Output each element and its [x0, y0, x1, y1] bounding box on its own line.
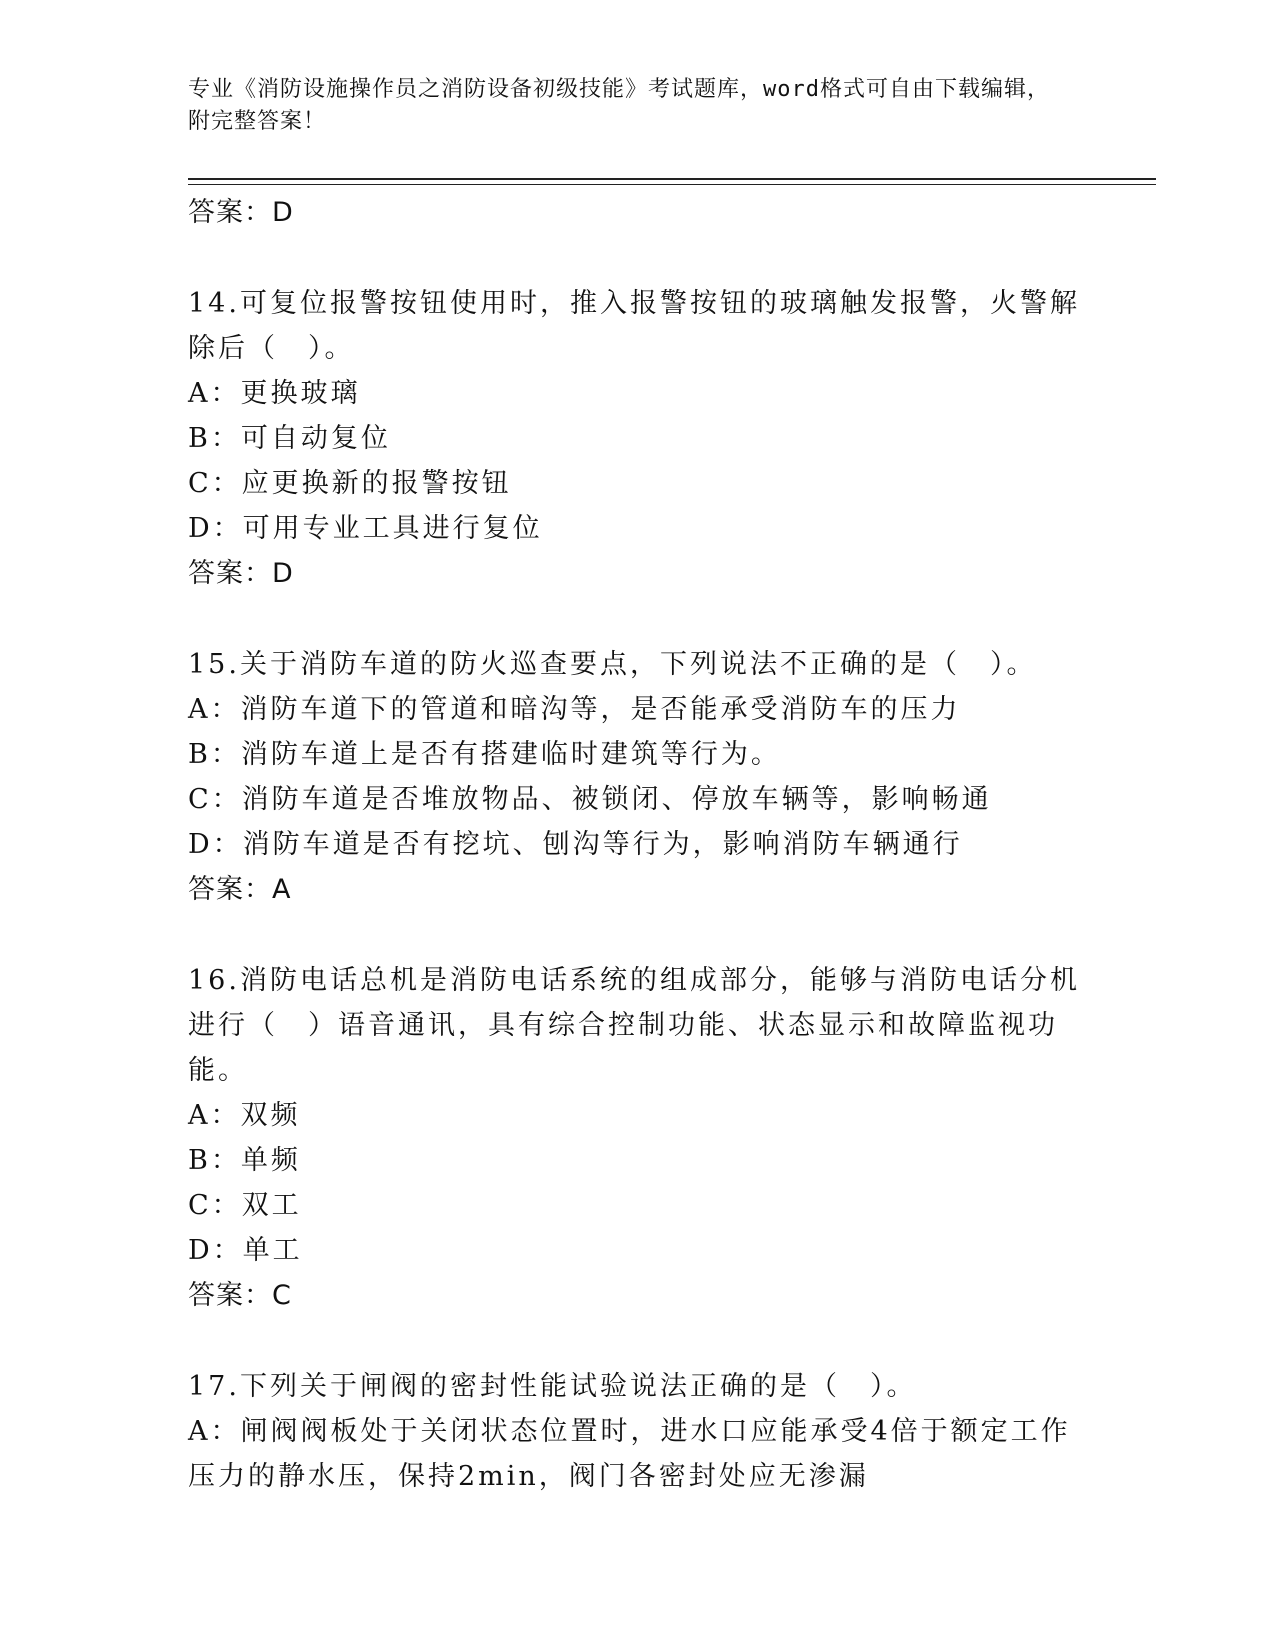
header-divider	[188, 178, 1156, 180]
document-header: 专业《消防设施操作员之消防设备初级技能》考试题库，word格式可自由下载编辑，附完整答案！	[188, 77, 1050, 134]
option-b: B：消防车道上是否有搭建临时建筑等行为。	[188, 739, 781, 770]
question-stem: 14.可复位报警按钮使用时，推入报警按钮的玻璃触发报警，火警解除后（ ）。	[188, 288, 1080, 364]
question-item	[188, 281, 1088, 596]
question-stem: 17.下列关于闸阀的密封性能试验说法正确的是（ ）。	[188, 1371, 917, 1402]
option-c: C：消防车道是否堆放物品、被锁闭、停放车辆等，影响畅通	[188, 784, 992, 815]
answer-line: 答案：C	[188, 1280, 292, 1311]
answer-line: 答案：D	[188, 197, 294, 228]
option-c: C：双工	[188, 1190, 302, 1221]
question-item	[188, 1364, 1088, 1499]
question-item	[188, 958, 1088, 1318]
header-divider-thin	[188, 184, 1156, 185]
option-a: A：双频	[188, 1100, 301, 1131]
option-d: D：可用专业工具进行复位	[188, 513, 543, 544]
option-a: A：更换玻璃	[188, 378, 361, 409]
question-stem: 15.关于消防车道的防火巡查要点，下列说法不正确的是（ ）。	[188, 649, 1037, 680]
question-stem: 16.消防电话总机是消防电话系统的组成部分，能够与消防电话分机进行（ ）语音通讯，具有综合控制功能、状态显示和故障监视功能。	[188, 965, 1080, 1086]
option-d: D：消防车道是否有挖坑、刨沟等行为，影响消防车辆通行	[188, 829, 963, 860]
option-b: B：可自动复位	[188, 423, 391, 454]
option-b: B：单频	[188, 1145, 301, 1176]
answer-line: 答案：D	[188, 558, 294, 589]
option-a: A：闸阀阀板处于关闭状态位置时，进水口应能承受4倍于额定工作压力的静水压，保持2min，阀门各密封处应无渗漏	[188, 1416, 1071, 1492]
question-item	[188, 642, 1088, 912]
option-a: A：消防车道下的管道和暗沟等，是否能承受消防车的压力	[188, 694, 961, 725]
question-list	[188, 190, 1088, 1499]
answer-line: 答案：A	[188, 874, 292, 905]
option-c: C：应更换新的报警按钮	[188, 468, 512, 499]
option-d: D：单工	[188, 1235, 303, 1266]
